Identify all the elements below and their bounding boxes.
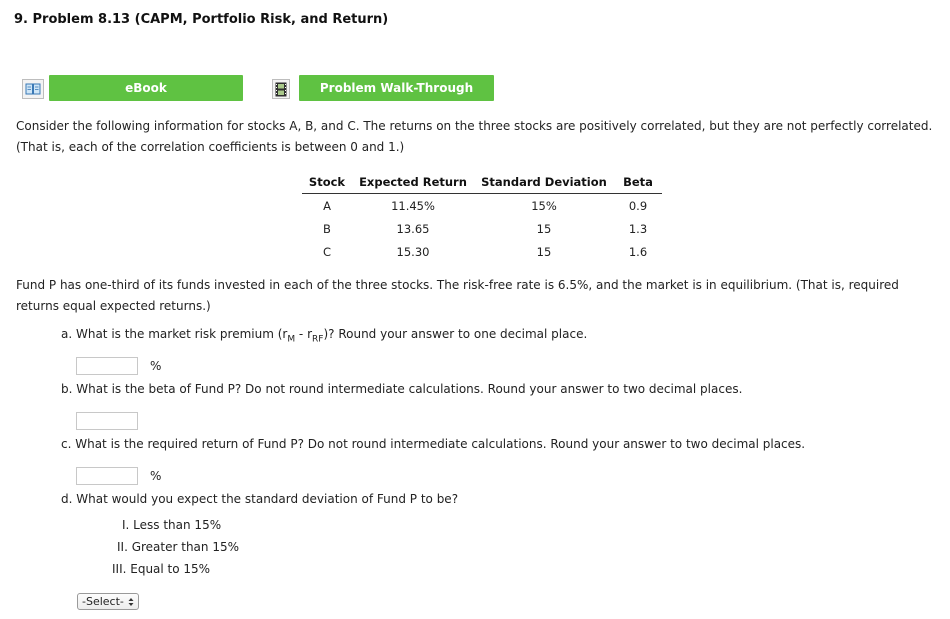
cell-stock: A [323,198,331,213]
percent-unit-a: % [150,359,162,373]
question-c: c. What is the required return of Fund P? Do not round intermediate calculations. Round your answer to two decimal places. [61,437,806,451]
fund-beta-input[interactable] [76,412,138,430]
required-return-input[interactable] [76,467,138,485]
market-risk-premium-input[interactable] [76,357,138,375]
cell-stock: B [323,221,331,236]
cell-standard-deviation: 15% [531,198,557,213]
select-value: -Select- [82,595,124,608]
problem-walkthrough-button[interactable]: Problem Walk-Through [299,75,494,101]
stock-table [302,171,662,263]
question-a-suffix: )? Round your answer to one decimal place. [323,327,588,341]
intro-line-2: (That is, each of the correlation coefficients is between 0 and 1.) [16,140,405,154]
fund-line-2: returns equal expected returns.) [16,299,211,313]
question-a-prefix: a. What is the market risk premium (r [61,327,288,341]
question-a-sub-rf: RF [312,334,324,345]
cell-expected-return: 13.65 [396,221,430,236]
percent-unit-c: % [150,469,162,483]
fund-line-1: Fund P has one-third of its funds invested in each of the three stocks. The risk-free rate is 6.5%, and the market is in equilibrium. (That is, required [16,278,899,292]
question-a-mid: - r [295,327,313,341]
cell-expected-return: 15.30 [396,244,430,259]
cell-expected-return: 11.45% [391,198,435,213]
header-expected-return: Expected Return [352,171,474,194]
question-a [61,327,587,344]
cell-beta: 1.3 [628,221,648,236]
intro-paragraph [16,116,932,158]
header-beta: Beta [614,171,662,194]
fund-paragraph [16,275,899,317]
updown-arrows-icon [128,597,134,607]
open-book-icon-glyph [25,83,41,95]
cell-stock: C [322,244,332,259]
table-row [302,194,662,218]
table-header-row [302,171,662,194]
open-book-icon[interactable] [22,79,44,99]
cell-beta: 1.6 [628,244,648,259]
table-row [302,240,662,263]
header-stock: Stock [302,171,352,194]
problem-title: 9. Problem 8.13 (CAPM, Portfolio Risk, and Return) [14,12,389,27]
film-strip-icon-glyph [275,82,287,97]
question-a-sub-m: M [287,334,296,345]
question-d: d. What would you expect the standard deviation of Fund P to be? [61,492,459,506]
question-b: b. What is the beta of Fund P? Do not round intermediate calculations. Round your answer to two decimal places. [61,382,743,396]
cell-standard-deviation: 15 [536,244,552,259]
cell-standard-deviation: 15 [536,221,552,236]
option-less-than: I. Less than 15% [122,518,222,532]
option-equal-to: III. Equal to 15% [112,562,211,576]
header-standard-deviation: Standard Deviation [474,171,614,194]
std-dev-select[interactable] [77,593,139,610]
ebook-button[interactable]: eBook [49,75,243,101]
film-strip-icon[interactable] [272,79,290,99]
option-greater-than: II. Greater than 15% [117,540,240,554]
intro-line-1: Consider the following information for stocks A, B, and C. The returns on the three stocks are positively correlated, but they are not perfectly correlated. [16,119,933,133]
cell-beta: 0.9 [628,198,648,213]
table-row [302,217,662,240]
